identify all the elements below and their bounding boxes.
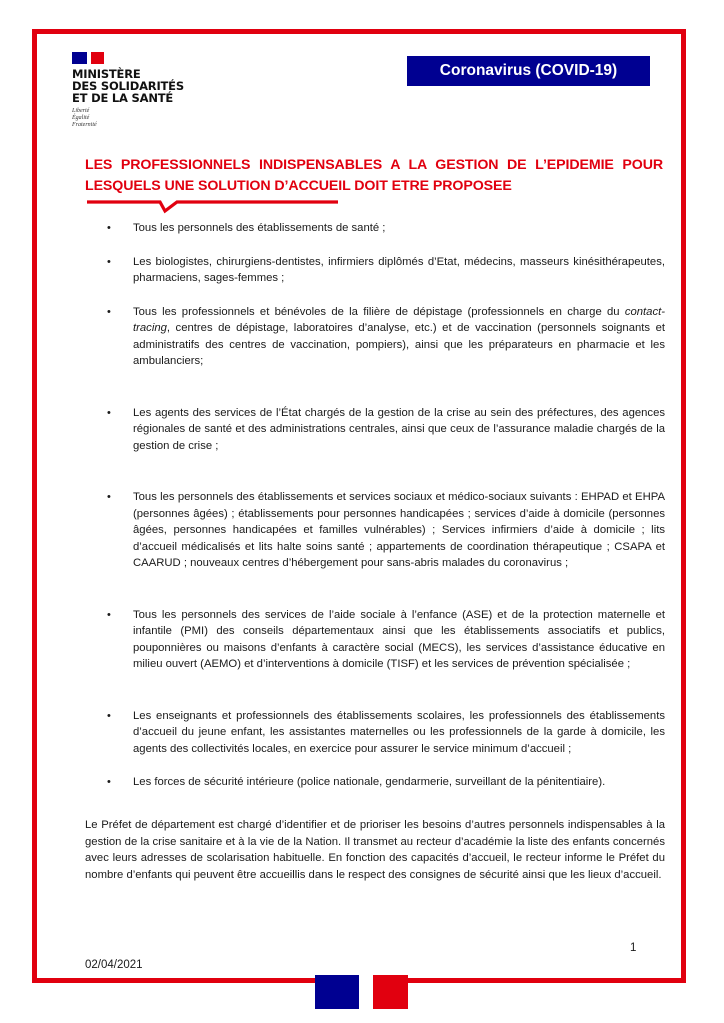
ministry-line: DES SOLIDARITÉS [72,79,184,93]
bullet-icon: • [107,255,111,268]
text-segment: , centres de dépistage, laboratoires d’analyse, etc.) et de vaccination (personnels soignants et administratifs des centres de vaccination, pompiers), ainsi que les préparateurs en pharmacie et les ambulanciers; [133,322,665,367]
marianne-footer-icon [315,975,408,1009]
ministry-logo [72,52,184,129]
list-item-text: Les agents des services de l’État chargés de la gestion de la crise au sein des préfectures, des agences régionales de santé et des administrations centrales, ainsi que ceux de l’assurance maladie chargés de la gestion de crise ; [133,406,665,452]
list-item [107,254,665,287]
list-item [107,405,665,455]
bullet-icon: • [107,222,111,234]
motto-line: Fraternité [72,122,97,128]
list-item-text: Tous les personnels des établissements de santé ; [133,222,386,234]
list-item-text [133,306,665,368]
professionals-list [107,220,665,791]
list-item-text: Les forces de sécurité intérieure (police nationale, gendarmerie, surveillant de la pénitentiaire). [133,776,606,788]
bullet-icon: • [107,305,111,318]
document-date: 02/04/2021 [85,959,143,971]
motto-line: Égalité [72,115,90,121]
list-item-text: Les enseignants et professionnels des établissements scolaires, les professionnels des établissements d’accueil du jeune enfant, les assistantes maternelles ou les professionnels de la garde à domicile, les agents des collectivités locales, en exercice pour assurer le service minimum d’accueil ; [133,709,665,755]
list-item [107,220,665,237]
bullet-icon: • [107,709,111,722]
italic-term: contact-tracing [133,305,665,334]
ministry-name [72,68,184,104]
list-item [107,607,665,673]
motto-line: Liberté [72,108,90,114]
ministry-line: MINISTÈRE [72,67,141,81]
list-item [107,489,665,572]
list-item [107,708,665,758]
bullet-icon: • [107,491,111,503]
list-item-text: Tous les personnels des établissements et services sociaux et médico-sociaux suivants : EHPAD et EHPA (personnes âgées) ; établissements pour personnes handicapées ; services d’aide à domicile (personnes âgées, personnes handicapées et familles vulnérables) ; Services infirmiers d’aide à domicile ; lits d’accueil médicalisés et lits halte soins santé ; appartements de coordination thérapeutique ; CSAPA et CAARUD ; nouveaux centres d’hébergement pour sans-abris malades du coronavirus ; [133,491,665,569]
page-title: LES PROFESSIONNELS INDISPENSABLES A LA GESTION DE L’EPIDEMIE POUR LESQUELS UNE SOLUTION D’ACCUEIL DOIT ETRE PROPOSEE [85,157,663,194]
marianne-flag-icon [72,52,104,64]
list-item-text: Les biologistes, chirurgiens-dentistes, infirmiers diplômés d’Etat, médecins, masseurs kinésithérapeutes, pharmaciens, sages-femmes ; [133,255,665,284]
republic-motto [72,108,184,129]
speech-underline-icon [85,199,345,215]
list-item [107,774,665,791]
ministry-line: ET DE LA SANTÉ [72,91,174,105]
text-segment: Tous les professionnels et bénévoles de la filière de dépistage (professionnels en charge du [133,305,625,318]
bullet-icon: • [107,776,111,788]
page-number: 1 [630,942,637,954]
list-item [107,304,665,370]
list-item-text: Tous les personnels des services de l’aide sociale à l’enfance (ASE) et de la protection maternelle et infantile (PMI) des conseils départementaux ainsi que les établissements associatifs et publics, pouponnières ou maisons d’enfants à caractère social (MECS), les services d’assistance éducative en milieu ouvert (AEMO) et d’interventions à domicile (TISF) et les services de prévention spécialisée ; [133,608,665,670]
covid-badge: Coronavirus (COVID-19) [407,56,650,86]
closing-paragraph: Le Préfet de département est chargé d’identifier et de prioriser les besoins d’autres personnels indispensables à la gestion de la crise sanitaire et à la vie de la Nation. Il transmet au recteur d’académie la liste des enfants concernés avec leurs adresses de scolarisation habituelle. En fonction des capacités d’accueil, le recteur informe le Préfet du nombre d’enfants qui peuvent être accueillis dans le respect des consignes de sécurité ainsi que les lieux d’accueil. [85,819,665,881]
bullet-icon: • [107,406,111,419]
bullet-icon: • [107,608,111,621]
